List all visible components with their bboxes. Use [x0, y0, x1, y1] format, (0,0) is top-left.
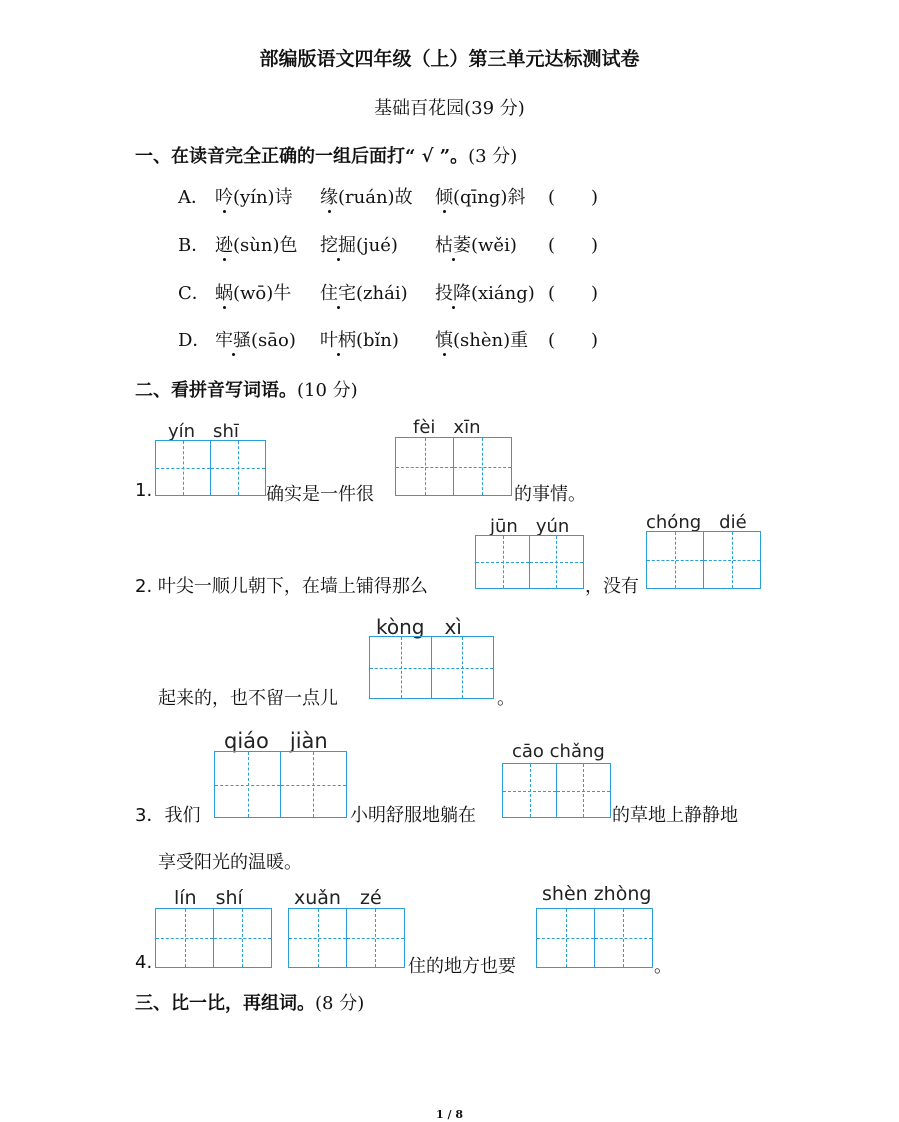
pinyin-feixin: fèi xīn: [413, 417, 481, 438]
answer-grid-1a[interactable]: [155, 440, 266, 496]
answer-grid-3b[interactable]: [502, 763, 611, 818]
q1-option-letter: B．: [178, 235, 210, 256]
q1-option-row: [178, 231, 209, 257]
q1-item-pinyin: (sùn)色: [233, 235, 298, 256]
q1-item-char: 挖掘: [320, 231, 356, 257]
q1-item-char: 逊: [215, 231, 233, 257]
q1-option-row: [178, 326, 210, 352]
sentence-4-number: 4.: [135, 952, 153, 973]
pinyin-chongdie: chóng dié: [646, 512, 747, 533]
q1-option-item: [215, 326, 296, 352]
q1-item-pinyin: (bǐn): [356, 330, 399, 351]
q3-heading-text: 三、比一比，再组词。: [135, 993, 315, 1014]
q1-option-item: [320, 231, 398, 257]
pinyin-yinshi: yín shī: [168, 421, 239, 442]
q3-score: (8 分): [315, 993, 365, 1014]
page-title: 部编版语文四年级（上）第三单元达标测试卷: [259, 48, 640, 70]
pinyin-xuanze: xuǎn zé: [294, 887, 382, 909]
sentence-2-text3: 起来的，也不留一点儿: [158, 688, 338, 709]
pinyin-shenzhong: shèn zhòng: [542, 883, 652, 905]
sentence-3-text2: 小明舒服地躺在: [350, 805, 476, 826]
q1-item-char: 牢骚: [215, 326, 251, 352]
q1-item-pinyin: (jué): [356, 235, 398, 256]
answer-grid-2b[interactable]: [646, 531, 761, 589]
q1-option-row: [178, 279, 210, 305]
q1-item-char: 吟: [215, 183, 233, 209]
q2-score: (10 分): [297, 380, 358, 401]
pinyin-kongxi: kòng xì: [376, 615, 462, 639]
q1-item-char: 倾: [435, 183, 453, 209]
sentence-2-end: 。: [497, 688, 515, 709]
q1-item-char: 住宅: [320, 279, 356, 305]
pinyin-junyun: jūn yún: [490, 516, 570, 537]
sentence-1-number: 1.: [135, 480, 153, 501]
answer-grid-4a[interactable]: [155, 908, 272, 968]
pinyin-caochang: cāo chǎng: [512, 741, 605, 762]
q1-item-pinyin: (xiáng): [471, 283, 535, 304]
q1-option-item: [215, 279, 291, 305]
q2-heading-text: 二、看拼音写词语。: [135, 380, 297, 401]
q1-option-letter: C．: [178, 283, 210, 304]
q1-option-item: [320, 183, 413, 209]
answer-grid-1b[interactable]: [395, 437, 512, 496]
sentence-4-end: 。: [654, 956, 672, 977]
q2-heading: [135, 376, 358, 402]
sentence-2-text2: ，没有: [585, 576, 639, 597]
answer-grid-4c[interactable]: [536, 908, 653, 968]
q1-option-letter: D．: [178, 330, 211, 351]
q1-option-item: [215, 231, 297, 257]
q1-item-char: 蜗: [215, 279, 233, 305]
sentence-2-number: 2.: [135, 576, 153, 597]
q1-item-pinyin: (shèn)重: [453, 330, 529, 351]
sentence-2-line1: [135, 572, 428, 598]
q1-item-pinyin: (sāo): [251, 330, 296, 351]
q1-option-item: [320, 326, 399, 352]
q1-item-pinyin: (wō)牛: [233, 283, 292, 304]
answer-grid-2c[interactable]: [369, 636, 494, 699]
q1-item-pinyin: (yín)诗: [233, 187, 293, 208]
answer-grid-4b[interactable]: [288, 908, 405, 968]
q1-item-char: 投降: [435, 279, 471, 305]
pinyin-linshi: lín shí: [174, 887, 243, 909]
q1-option-item: [435, 183, 525, 209]
sentence-3-number: 3．: [135, 805, 165, 826]
q1-item-char: 慎: [435, 326, 453, 352]
q1-answer-paren[interactable]: ( ): [548, 235, 599, 256]
q1-answer-paren[interactable]: ( ): [548, 283, 599, 304]
pinyin-qiaojian: qiáo jiàn: [224, 729, 328, 753]
q1-item-pinyin: (wěi): [471, 235, 517, 256]
q1-item-pinyin: (ruán)故: [338, 187, 413, 208]
q1-answer-paren[interactable]: ( ): [548, 330, 599, 351]
sentence-4-text1: 住的地方也要: [408, 956, 516, 977]
q3-heading: [135, 989, 364, 1015]
q1-option-item: [215, 183, 293, 209]
q1-item-char: 缘: [320, 183, 338, 209]
q1-item-char: 叶柄: [320, 326, 356, 352]
q1-option-row: [178, 183, 209, 209]
answer-grid-3a[interactable]: [214, 751, 347, 818]
q1-option-item: [435, 231, 517, 257]
q1-item-pinyin: (zhái): [356, 283, 408, 304]
sentence-3-line1: [135, 801, 200, 827]
q1-option-item: [435, 326, 528, 352]
q1-heading: [135, 142, 517, 168]
page-number: 1 / 8: [436, 1108, 463, 1121]
sentence-3-text3: 的草地上静静地: [612, 805, 738, 826]
q1-answer-paren[interactable]: ( ): [548, 187, 599, 208]
q1-heading-text: 一、在读音完全正确的一组后面打“ √ ”。: [135, 146, 469, 167]
q1-item-char: 枯萎: [435, 231, 471, 257]
section-subtitle: 基础百花园(39 分): [374, 98, 525, 119]
sentence-3-text4: 享受阳光的温暖。: [158, 852, 302, 873]
q1-score: (3 分): [468, 146, 518, 167]
sentence-1-end: 的事情。: [514, 484, 586, 505]
q1-option-item: [320, 279, 408, 305]
sentence-1-mid: 确实是一件很: [266, 484, 374, 505]
sentence-2-text1: 叶尖一顺儿朝下，在墙上铺得那么: [157, 576, 428, 597]
q1-item-pinyin: (qīng)斜: [453, 187, 526, 208]
q1-option-letter: A．: [178, 187, 209, 208]
q1-option-item: [435, 279, 535, 305]
answer-grid-2a[interactable]: [475, 535, 584, 589]
sentence-3-text1: 我们: [164, 805, 201, 826]
